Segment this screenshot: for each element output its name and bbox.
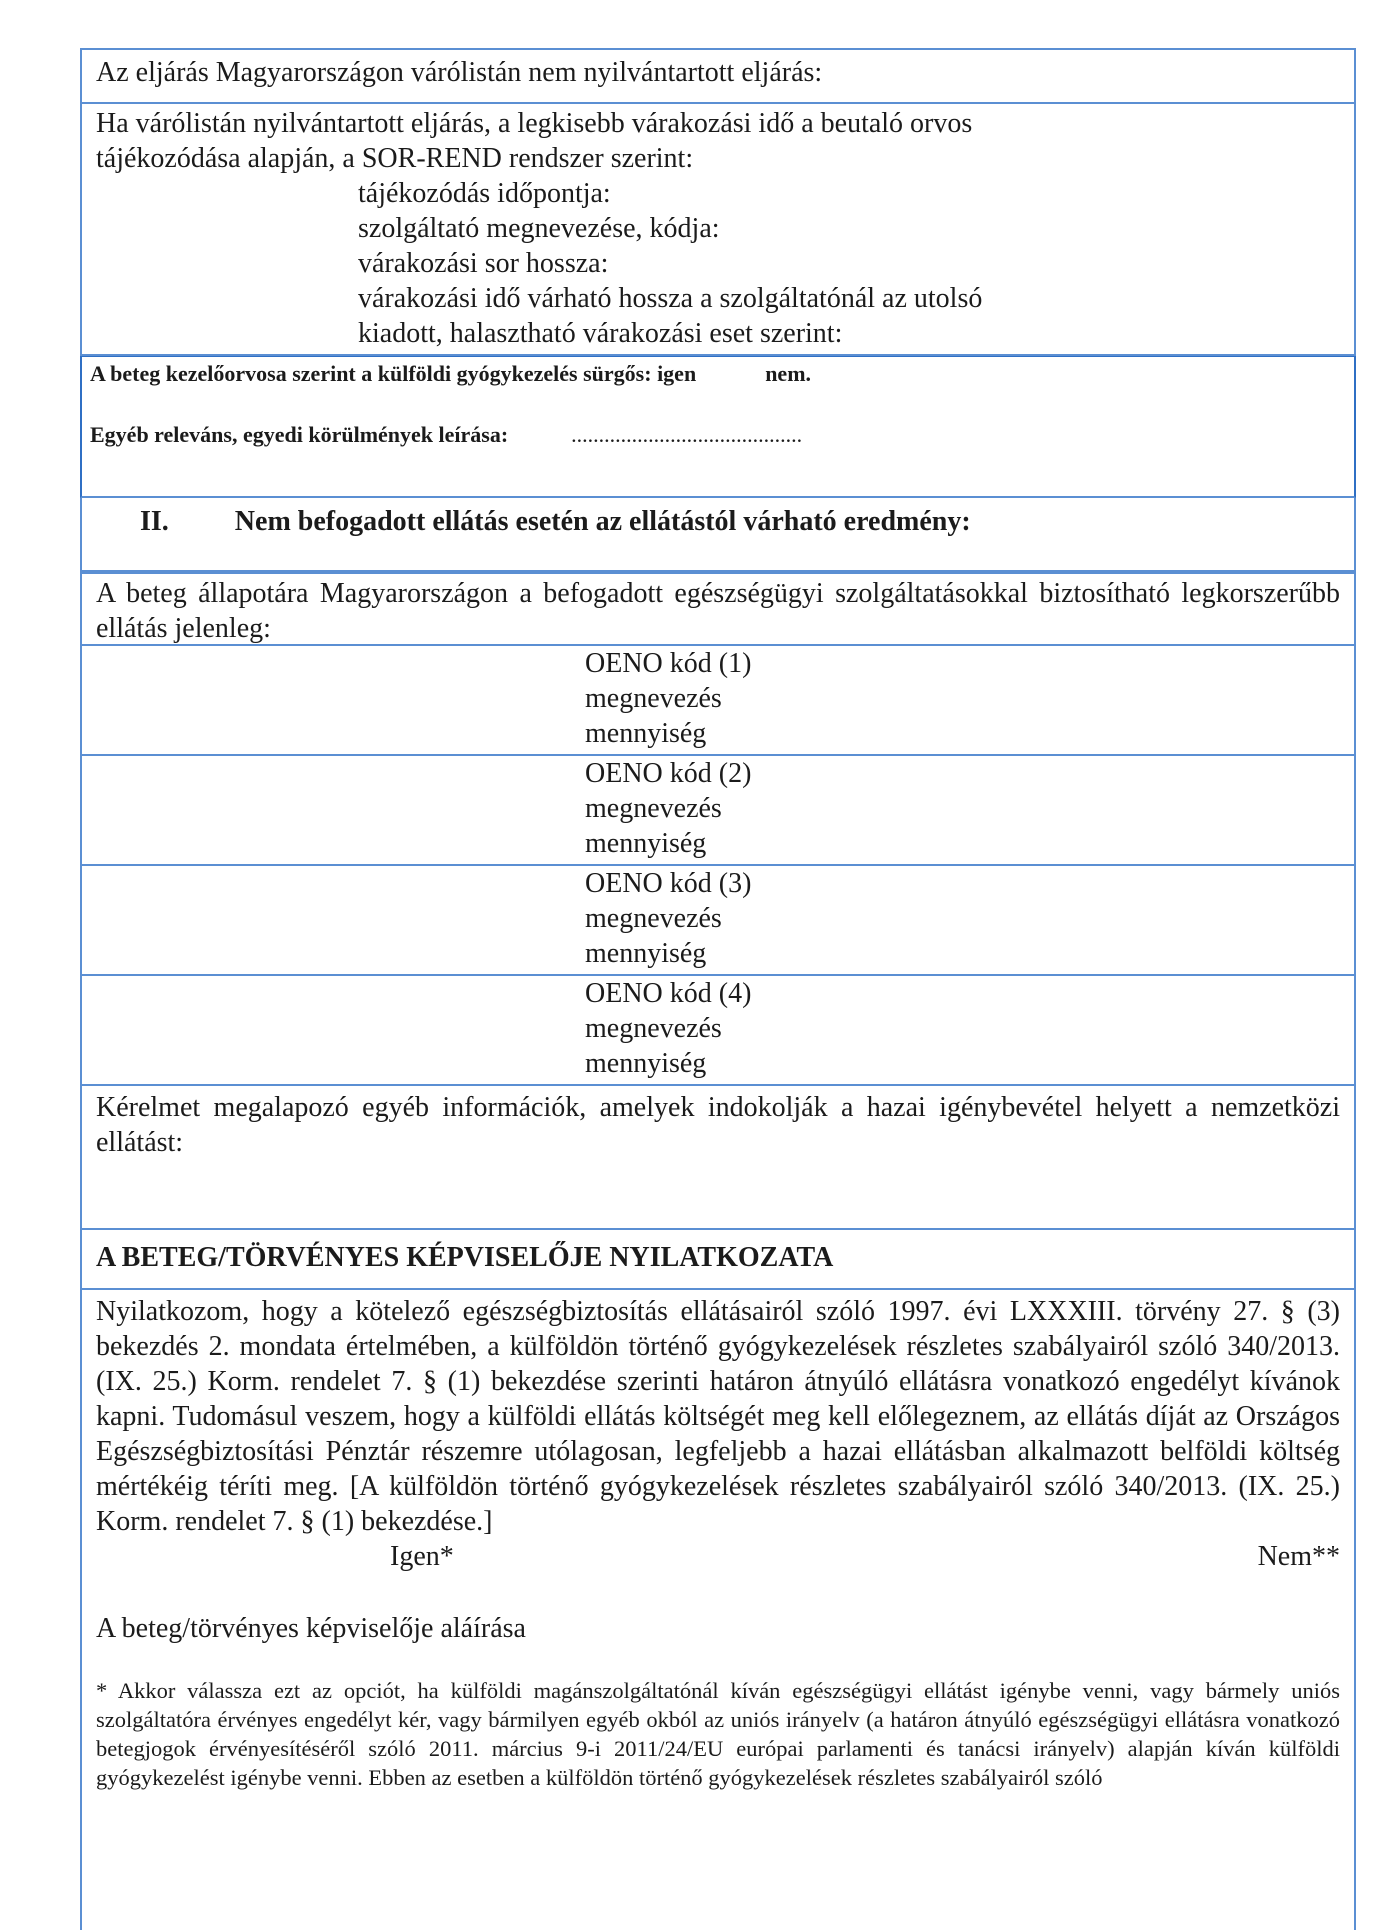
declaration-text: Nyilatkozom, hogy a kötelező egészségbiztosítás ellátásairól szóló 1997. évi LXXXIII. törvény 27. § (3) bekezdés 2. mondata értelmében, a külföldön történő gyógykezelések részletes szabályairól szóló 340/2013. (IX. 25.) Korm. rendelet 7. § (1) bekezdése szerinti határon átnyúló ellátásra vonatkozó engedélyt kívánok kapni. Tudomásul veszem, hogy a külföldi ellátás költségét meg kell előlegeznem, az ellátás díját az Országos Egészségbiztosítási Pénztár részemre utólagosan, legfeljebb a hazai ellátásban alkalmazott belföldi költség mértékéig téríti meg. [A külföldön történő gyógykezelések részletes szabályairól szóló 340/2013. (IX. 25.) Korm. rendelet 7. § (1) bekezdése.] [96,1296,1340,1537]
field-inquiry-date: tájékozódás időpontja: [358,178,611,209]
other-circumstances-label: Egyéb releváns, egyedi körülmények leírása: [90,422,509,447]
oeno-name-3: megnevezés [585,903,722,934]
declaration-body [80,1290,1356,1930]
signature-label: A beteg/törvényes képviselője aláírása [96,1613,526,1644]
oeno-item-1 [80,646,1356,756]
other-info-text: Kérelmet megalapozó egyéb információk, amelyek indokolják a hazai igénybevétel helyett a nemzetközi ellátást: [96,1092,1340,1158]
waitlist-intro-line1: Ha várólistán nyilvántartott eljárás, a legkisebb várakozási idő a beutaló orvos [96,108,973,139]
oeno-item-3 [80,866,1356,976]
waitlist-intro-line2: tájékozódása alapján, a SOR-REND rendszer szerint: [96,143,694,174]
urgency-question-line [90,357,1346,389]
other-circumstances-field[interactable]: .......................................... [571,422,803,447]
oeno-qty-3: mennyiség [585,938,707,969]
option-yes[interactable]: Igen* [390,1541,454,1572]
field-provider-name: szolgáltató megnevezése, kódja: [358,213,720,244]
urgency-no-option[interactable]: nem. [765,361,812,386]
oeno-name-1: megnevezés [585,683,722,714]
oeno-code-4: OENO kód (4) [585,978,752,1009]
field-expected-wait: várakozási idő várható hossza a szolgáltatónál az utolsó [358,283,983,314]
section-2-heading-row [80,498,1356,572]
oeno-name-2: megnevezés [585,793,722,824]
declaration-options [96,1539,1340,1579]
oeno-name-4: megnevezés [585,1013,722,1044]
option-no[interactable]: Nem** [1257,1541,1340,1572]
urgency-question: A beteg kezelőorvosa szerint a külföldi gyógykezelés sürgős: [90,361,652,386]
footnote-text: * Akkor válassza ezt az opciót, ha külföldi magánszolgáltatónál kíván egészségügyi ellátást igénybe venni, vagy bármely uniós szolgáltatóra érvényes engedélyt kér, vagy bármilyen egyéb okból az uniós irányelv (a határon átnyúló egészségügyi ellátásra vonatkozó betegjogok érvényesítéséről szóló 2011. március 9-i 2011/24/EU európai parlamenti és tanácsi irányelv) alapján kíván külföldi gyógykezelést igénybe venni. Ebben az esetben a külföldön történő gyógykezelések részletes szabályairól szóló [96,1678,1340,1790]
other-info-row [80,1086,1356,1230]
form-page [80,48,1356,1930]
field-last-case: kiadott, halasztható várakozási eset szerint: [358,318,843,349]
oeno-code-2: OENO kód (2) [585,758,752,789]
not-listed-row [80,48,1356,104]
section-2-number: II. [140,506,169,537]
current-care-row [80,572,1356,646]
section-2-title: Nem befogadott ellátás esetén az ellátástól várható eredmény: [234,506,971,537]
current-care-text: A beteg állapotára Magyarországon a befogadott egészségügyi szolgáltatásokkal biztosítható legkorszerűbb ellátás jelenleg: [96,578,1340,644]
urgency-yes-option[interactable]: igen [657,361,697,386]
oeno-item-2 [80,756,1356,866]
oeno-item-4 [80,976,1356,1086]
oeno-qty-2: mennyiség [585,828,707,859]
declaration-heading-row [80,1230,1356,1290]
not-listed-label: Az eljárás Magyarországon várólistán nem nyilvántartott eljárás: [96,57,823,88]
field-queue-length: várakozási sor hossza: [358,248,609,279]
oeno-code-1: OENO kód (1) [585,648,752,679]
other-circumstances-line [90,389,1346,450]
waitlist-row [80,104,1356,356]
urgency-row [80,356,1356,498]
oeno-qty-1: mennyiség [585,718,707,749]
declaration-heading: A BETEG/TÖRVÉNYES KÉPVISELŐJE NYILATKOZATA [96,1242,834,1273]
oeno-code-3: OENO kód (3) [585,868,752,899]
oeno-qty-4: mennyiség [585,1048,707,1079]
